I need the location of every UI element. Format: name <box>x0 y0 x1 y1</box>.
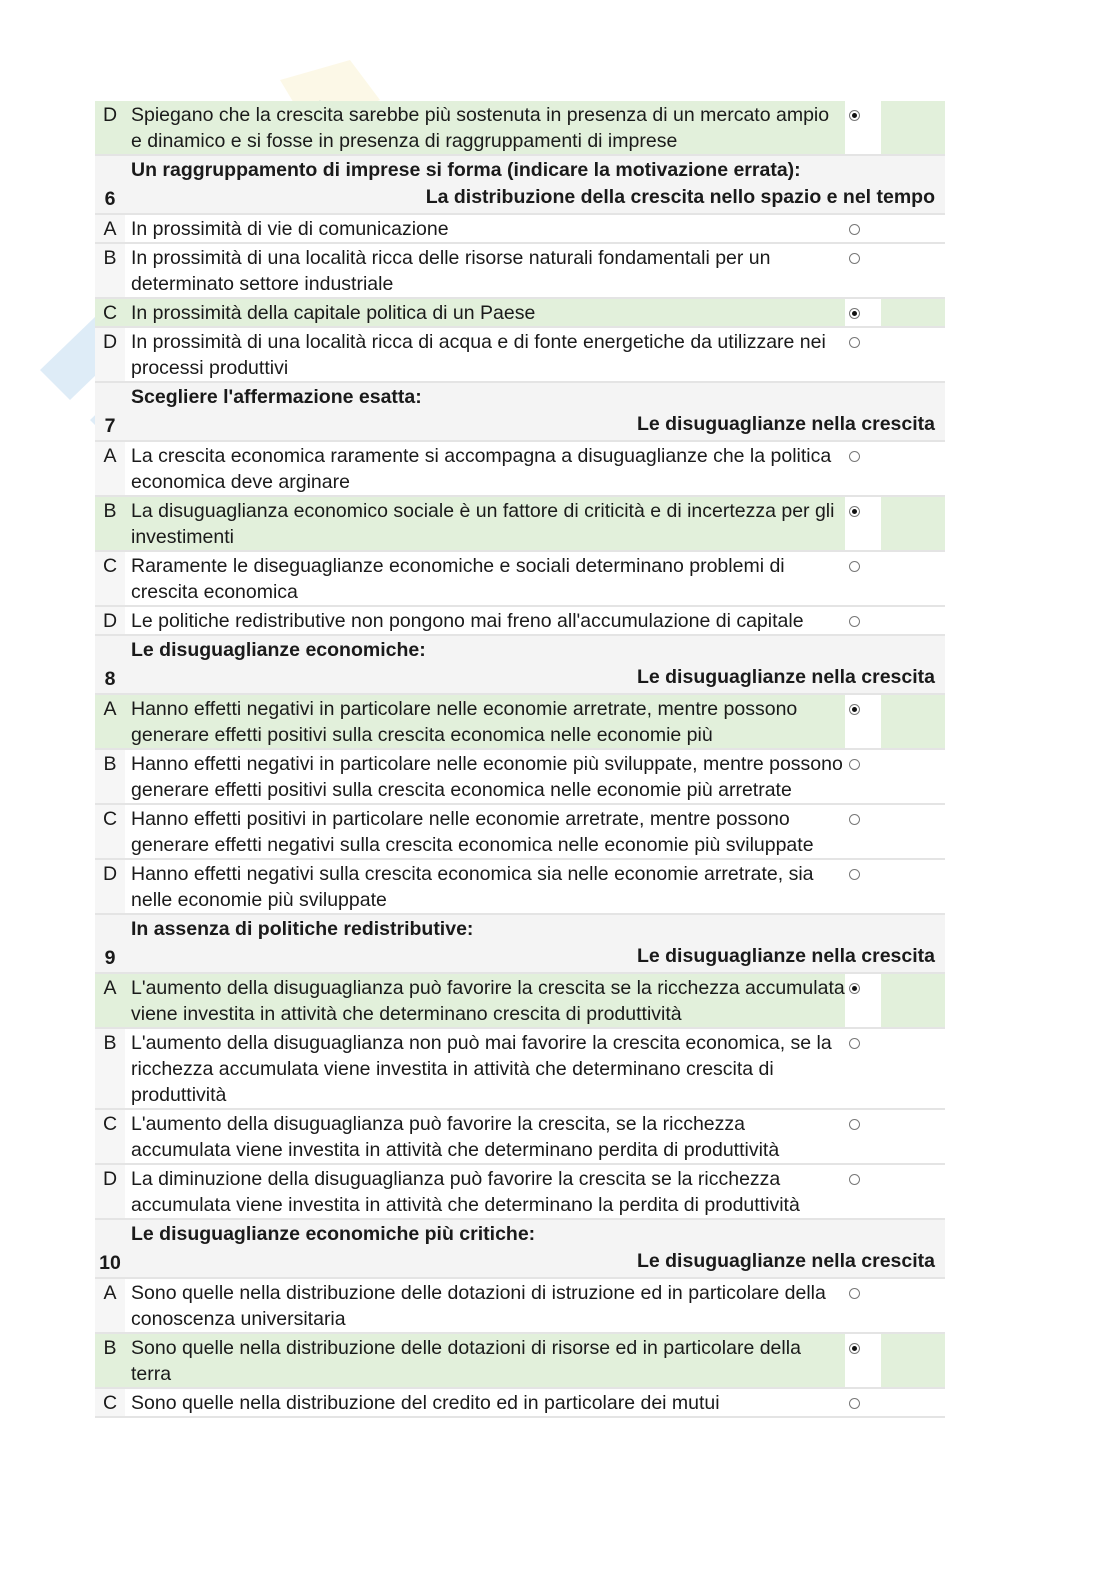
answer-row <box>95 101 945 154</box>
option-radio-cell <box>845 1334 881 1387</box>
question-header <box>95 636 945 693</box>
question-body <box>125 636 945 693</box>
question-text: Un raggruppamento di imprese si forma (indicare la motivazione errata): <box>131 159 801 181</box>
option-letter: C <box>95 1110 125 1163</box>
option-text: In prossimità di una località ricca di acqua e di fonte energetiche da utilizzare nei processi produttivi <box>125 328 845 381</box>
option-letter: B <box>95 1334 125 1387</box>
row-filler <box>881 101 945 154</box>
question-number: 8 <box>104 668 116 690</box>
question-topic: Le disuguaglianze nella crescita <box>636 1250 935 1272</box>
answer-row <box>95 805 945 858</box>
question-text: Le disuguaglianze economiche più critiche: <box>131 1223 536 1245</box>
option-radio-cell <box>845 101 881 154</box>
question-number: 10 <box>99 1252 121 1274</box>
option-letter: D <box>95 1165 125 1218</box>
option-letter: A <box>95 695 125 748</box>
option-radio-cell <box>845 974 881 1027</box>
question-header <box>95 1220 945 1277</box>
row-filler <box>881 695 945 748</box>
row-filler <box>881 442 945 495</box>
option-text: Raramente le diseguaglianze economiche e sociali determinano problemi di crescita economica <box>125 552 845 605</box>
row-filler <box>881 1110 945 1163</box>
option-letter: C <box>95 1389 125 1416</box>
row-filler <box>881 1165 945 1218</box>
option-letter: D <box>95 860 125 913</box>
option-text: L'aumento della disuguaglianza può favorire la crescita, se la ricchezza accumulata viene investita in attività che determinano perdita di produttività <box>125 1110 845 1163</box>
question-text: In assenza di politiche redistributive: <box>131 918 474 940</box>
radio-button[interactable] <box>849 1038 860 1049</box>
question-header <box>95 383 945 440</box>
option-text: L'aumento della disuguaglianza non può mai favorire la crescita economica, se la ricchezza accumulata viene investita in attività che determinano crescita di produttività <box>125 1029 845 1108</box>
question-body <box>125 1220 945 1277</box>
answer-row <box>95 695 945 748</box>
answer-row <box>95 750 945 803</box>
question-body <box>125 156 945 213</box>
radio-button[interactable] <box>849 1343 860 1354</box>
option-text: Sono quelle nella distribuzione del credito ed in particolare dei mutui <box>125 1389 845 1416</box>
row-filler <box>881 552 945 605</box>
question-number: 7 <box>104 415 116 437</box>
option-radio-cell <box>845 299 881 326</box>
question-header <box>95 915 945 972</box>
row-filler <box>881 860 945 913</box>
option-letter: B <box>95 1029 125 1108</box>
question-text: Le disuguaglianze economiche: <box>131 639 426 661</box>
question-number: 9 <box>104 947 116 969</box>
radio-button[interactable] <box>849 110 860 121</box>
option-radio-cell <box>845 1029 881 1108</box>
answer-row <box>95 1389 945 1416</box>
option-text: Hanno effetti negativi in particolare nelle economie arretrate, mentre possono generare effetti positivi sulla crescita economica nelle economie più <box>125 695 845 748</box>
answer-row <box>95 244 945 297</box>
option-letter: A <box>95 1279 125 1332</box>
radio-button[interactable] <box>849 869 860 880</box>
radio-button[interactable] <box>849 616 860 627</box>
option-text: Hanno effetti negativi sulla crescita economica sia nelle economie arretrate, sia nelle economie più sviluppate <box>125 860 845 913</box>
answer-row <box>95 1279 945 1332</box>
option-radio-cell <box>845 805 881 858</box>
row-filler <box>881 1389 945 1416</box>
option-text: La disuguaglianza economico sociale è un fattore di criticità e di incertezza per gli investimenti <box>125 497 845 550</box>
quiz-table <box>95 101 945 1418</box>
radio-button[interactable] <box>849 704 860 715</box>
option-radio-cell <box>845 442 881 495</box>
option-text: Sono quelle nella distribuzione delle dotazioni di risorse ed in particolare della terra <box>125 1334 845 1387</box>
option-radio-cell <box>845 552 881 605</box>
option-radio-cell <box>845 1279 881 1332</box>
option-radio-cell <box>845 244 881 297</box>
radio-button[interactable] <box>849 337 860 348</box>
question-text: Scegliere l'affermazione esatta: <box>131 386 422 408</box>
option-letter: B <box>95 750 125 803</box>
option-letter: B <box>95 244 125 297</box>
answer-row <box>95 974 945 1027</box>
option-text: Hanno effetti negativi in particolare nelle economie più sviluppate, mentre possono generare effetti positivi sulla crescita economica nelle economie più arretrate <box>125 750 845 803</box>
question-topic: Le disuguaglianze nella crescita <box>636 413 935 435</box>
question-topic: Le disuguaglianze nella crescita <box>636 666 935 688</box>
row-filler <box>881 1279 945 1332</box>
row-filler <box>881 607 945 634</box>
row-filler <box>881 1029 945 1108</box>
option-radio-cell <box>845 750 881 803</box>
option-text: In prossimità di vie di comunicazione <box>125 215 845 242</box>
option-letter: B <box>95 497 125 550</box>
answer-row <box>95 1334 945 1387</box>
option-letter: A <box>95 442 125 495</box>
radio-button[interactable] <box>849 759 860 770</box>
radio-button[interactable] <box>849 1398 860 1409</box>
answer-row <box>95 497 945 550</box>
option-radio-cell <box>845 860 881 913</box>
option-letter: C <box>95 552 125 605</box>
radio-button[interactable] <box>849 253 860 264</box>
option-radio-cell <box>845 695 881 748</box>
row-filler <box>881 215 945 242</box>
row-filler <box>881 805 945 858</box>
row-filler <box>881 328 945 381</box>
question-topic: Le disuguaglianze nella crescita <box>636 945 935 967</box>
option-radio-cell <box>845 215 881 242</box>
option-letter: C <box>95 299 125 326</box>
option-text: Spiegano che la crescita sarebbe più sostenuta in presenza di un mercato ampio e dinamico e si fosse in presenza di raggruppamenti di imprese <box>125 101 845 154</box>
radio-button[interactable] <box>849 561 860 572</box>
radio-button[interactable] <box>849 1119 860 1130</box>
row-filler <box>881 974 945 1027</box>
option-letter: A <box>95 215 125 242</box>
answer-row <box>95 1110 945 1163</box>
option-radio-cell <box>845 607 881 634</box>
answer-row <box>95 1165 945 1218</box>
option-radio-cell <box>845 1165 881 1218</box>
option-radio-cell <box>845 497 881 550</box>
question-number: 6 <box>104 188 116 210</box>
answer-row <box>95 607 945 634</box>
radio-button[interactable] <box>849 451 860 462</box>
answer-row <box>95 215 945 242</box>
option-letter: A <box>95 974 125 1027</box>
option-text: La crescita economica raramente si accompagna a disuguaglianze che la politica economica deve arginare <box>125 442 845 495</box>
option-letter: D <box>95 101 125 154</box>
question-body <box>125 915 945 972</box>
radio-button[interactable] <box>849 983 860 994</box>
option-text: La diminuzione della disuguaglianza può favorire la crescita se la ricchezza accumulata viene investita in attività che determinano la perdita di produttività <box>125 1165 845 1218</box>
option-letter: D <box>95 607 125 634</box>
option-text: L'aumento della disuguaglianza può favorire la crescita se la ricchezza accumulata viene investita in attività che determinano crescita di produttività <box>125 974 845 1027</box>
radio-button[interactable] <box>849 1174 860 1185</box>
row-filler <box>881 244 945 297</box>
row-filler <box>881 299 945 326</box>
option-text: Sono quelle nella distribuzione delle dotazioni di istruzione ed in particolare della conoscenza universitaria <box>125 1279 845 1332</box>
answer-row <box>95 328 945 381</box>
option-text: Hanno effetti positivi in particolare nelle economie arretrate, mentre possono generare effetti negativi sulla crescita economica nelle economie più sviluppate <box>125 805 845 858</box>
radio-button[interactable] <box>849 224 860 235</box>
option-text: Le politiche redistributive non pongono mai freno all'accumulazione di capitale <box>125 607 845 634</box>
radio-button[interactable] <box>849 1288 860 1299</box>
option-radio-cell <box>845 328 881 381</box>
answer-row <box>95 1029 945 1108</box>
answer-row <box>95 442 945 495</box>
answer-row <box>95 299 945 326</box>
row-filler <box>881 497 945 550</box>
option-text: In prossimità della capitale politica di un Paese <box>125 299 845 326</box>
radio-button[interactable] <box>849 308 860 319</box>
option-letter: D <box>95 328 125 381</box>
option-text: In prossimità di una località ricca delle risorse naturali fondamentali per un determinato settore industriale <box>125 244 845 297</box>
question-header <box>95 156 945 213</box>
option-radio-cell <box>845 1389 881 1416</box>
row-filler <box>881 1334 945 1387</box>
answer-row <box>95 860 945 913</box>
question-body <box>125 383 945 440</box>
option-radio-cell <box>845 1110 881 1163</box>
option-letter: C <box>95 805 125 858</box>
answer-row <box>95 552 945 605</box>
radio-button[interactable] <box>849 506 860 517</box>
row-filler <box>881 750 945 803</box>
radio-button[interactable] <box>849 814 860 825</box>
question-topic: La distribuzione della crescita nello spazio e nel tempo <box>425 186 935 208</box>
